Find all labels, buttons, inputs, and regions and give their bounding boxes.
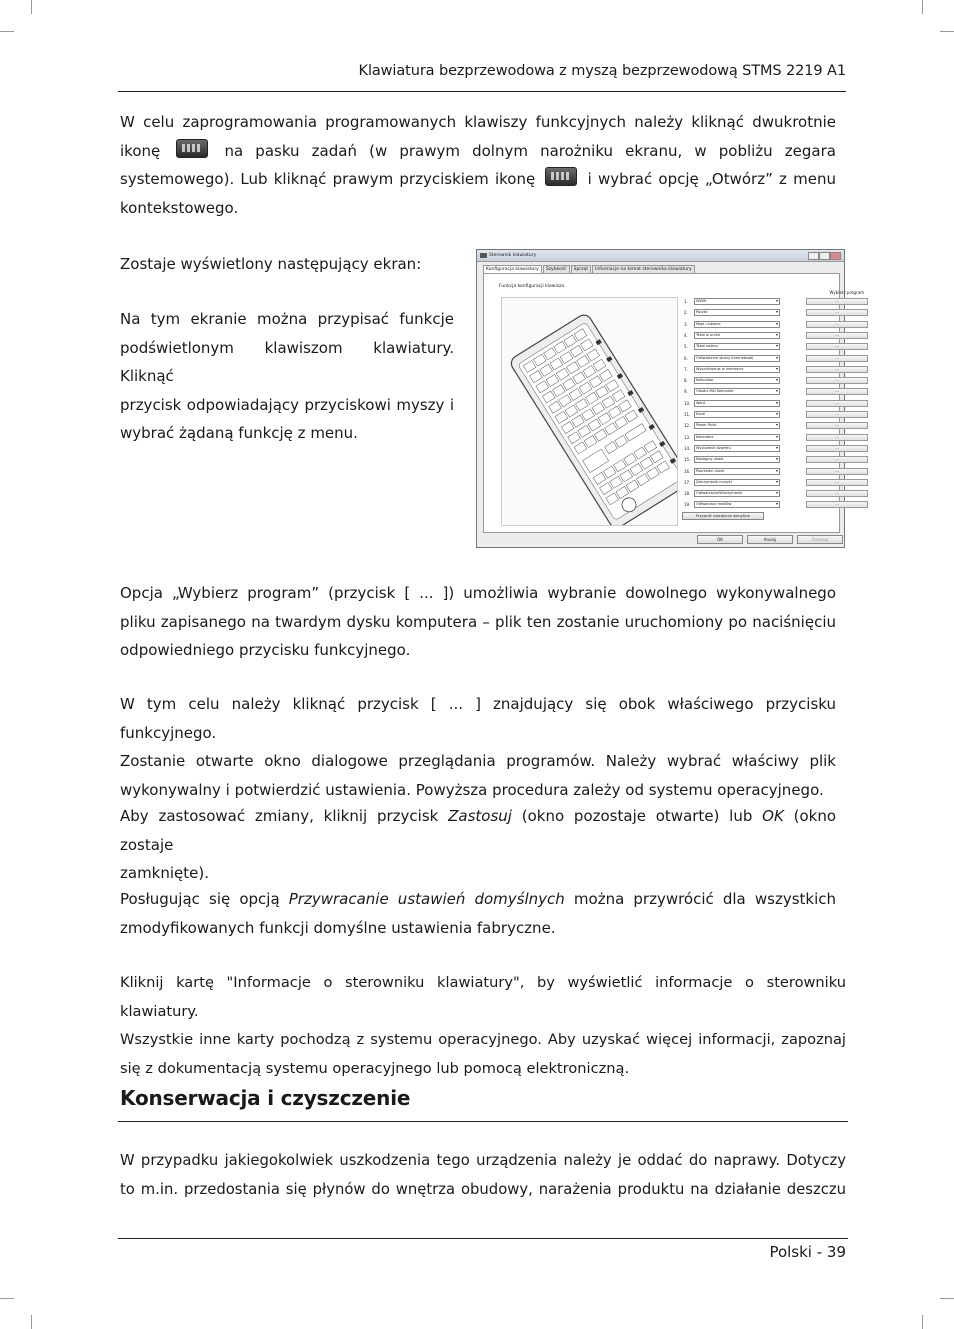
browse-button[interactable]: ... xyxy=(806,366,868,373)
key-number: 16. xyxy=(684,468,691,474)
maximize-icon[interactable] xyxy=(819,252,830,260)
browse-button[interactable]: ... xyxy=(806,411,868,418)
key-row xyxy=(684,320,839,328)
text-line: Kliknij kartę "Informacje o sterowniku klawiatury", by wyświetlić informacje o sterowniku klawiatury. xyxy=(120,974,846,1020)
key-number: 2. xyxy=(684,310,688,316)
text-line: się z dokumentacją systemu operacyjnego lub pomocą elektroniczną. xyxy=(120,1059,630,1077)
dialog-titlebar xyxy=(477,250,844,262)
function-select[interactable]: Odświeżenie strony internetowej ▾ xyxy=(694,355,780,362)
key-number: 8. xyxy=(684,378,688,384)
text-line xyxy=(120,802,836,859)
key-row xyxy=(684,388,839,395)
browse-button[interactable]: ... xyxy=(806,468,868,475)
crop-mark xyxy=(0,31,14,32)
text-line: zamknięte). xyxy=(120,864,209,882)
key-number: 9. xyxy=(684,389,688,395)
text-line: odpowiedniego przycisku funkcyjnego. xyxy=(120,641,411,659)
running-header: Klawiatura bezprzewodowa z myszą bezprzewodową STMS 2219 A1 xyxy=(358,63,846,79)
text-line: Na tym ekranie można przypisać funkcje xyxy=(120,310,454,328)
key-number: 3. xyxy=(684,321,688,327)
text-line: Wszystkie inne karty pochodzą z systemu operacyjnego. Aby uzyskać więcej informacji, zapoznaj xyxy=(120,1031,846,1048)
key-row xyxy=(684,399,839,407)
header-rule xyxy=(118,91,846,92)
browse-button[interactable]: ... xyxy=(806,355,868,362)
browse-button[interactable]: ... xyxy=(806,422,868,429)
crop-mark xyxy=(31,1315,32,1329)
function-select[interactable]: Odtwarzacz mediów ▾ xyxy=(694,501,780,508)
browse-button[interactable]: ... xyxy=(806,456,868,463)
crop-mark xyxy=(940,31,954,32)
text-line: przycisk odpowiadający przyciskowi myszy i xyxy=(120,395,454,414)
screen-caption: Zostaje wyświetlony następujący ekran: xyxy=(120,255,422,273)
key-row xyxy=(684,365,839,373)
key-row xyxy=(684,298,839,305)
info-paragraph xyxy=(120,969,846,1083)
text-span: i wybrać opcję „Otwórz” z menu xyxy=(587,170,836,188)
key-row xyxy=(684,467,839,475)
intro-line xyxy=(120,165,836,194)
function-select[interactable]: Word ▾ xyxy=(694,400,780,407)
section-rule xyxy=(118,1121,848,1122)
browse-button[interactable]: ... xyxy=(806,479,868,486)
key-number: 6. xyxy=(684,355,688,361)
browse-button[interactable]: ... xyxy=(806,309,868,316)
key-config-group xyxy=(491,281,864,523)
text-line: Opcja „Wybierz program” (przycisk [ ... ]) umożliwia wybranie dowolnego wykonywalnego xyxy=(120,584,836,602)
keyboard-tray-icon xyxy=(545,167,577,186)
key-number: 12. xyxy=(684,423,691,429)
key-number: 14. xyxy=(684,445,691,451)
text-line: wybrać żądaną funkcję z menu. xyxy=(120,424,358,442)
footer-rule xyxy=(118,1238,848,1239)
function-select[interactable]: Wyszukiwanie w Internecie ▾ xyxy=(694,366,780,373)
crop-mark xyxy=(31,0,32,14)
section-heading: Konserwacja i czyszczenie xyxy=(120,1086,411,1110)
browse-button[interactable]: ... xyxy=(806,343,868,350)
function-select[interactable]: Poprzedni utwór ▾ xyxy=(694,468,780,475)
text-line: podświetlonym klawiszom klawiatury. Kliknąć xyxy=(120,338,454,385)
reset-defaults-button[interactable]: Przywróć ustawienia domyślne xyxy=(682,512,764,520)
function-select[interactable]: Poczta ▾ xyxy=(694,309,780,316)
text-span: (okno zostaje xyxy=(120,807,837,854)
text-span: systemowego). Lub kliknąć prawym przyciskiem ikonę xyxy=(120,170,536,188)
browse-button[interactable]: ... xyxy=(806,490,868,497)
text-line: W tym celu należy kliknąć przycisk [ ... ] znajdujący się obok właściwego przycisku funkcyjnego. xyxy=(120,695,836,742)
browse-button[interactable]: ... xyxy=(806,321,868,328)
key-row xyxy=(684,456,839,463)
key-row xyxy=(684,331,839,339)
keyboard-illustration xyxy=(501,297,678,526)
function-select[interactable]: Następny utwór ▾ xyxy=(694,456,780,463)
key-number: 11. xyxy=(684,412,691,417)
text-span: Aby zastosować zmiany, kliknij przycisk xyxy=(120,807,449,825)
key-number: 7. xyxy=(684,366,688,372)
maintenance-paragraph xyxy=(120,1147,846,1204)
key-number: 13. xyxy=(684,434,691,440)
browse-button[interactable]: ... xyxy=(806,377,868,384)
key-row xyxy=(684,354,839,362)
text-line: Zostanie otwarte okno dialogowe przeglądania programów. Należy wybrać właściwy plik xyxy=(120,752,836,770)
browse-button[interactable]: ... xyxy=(806,445,868,452)
restore-paragraph xyxy=(120,885,836,942)
key-row xyxy=(684,490,839,497)
key-number: 1. xyxy=(684,299,688,304)
function-select[interactable]: Power Point ▾ xyxy=(694,422,780,429)
keyboard-tray-icon xyxy=(176,139,208,158)
browse-button[interactable]: ... xyxy=(806,388,868,395)
close-icon[interactable] xyxy=(830,252,841,260)
program-column-header: Wybierz program xyxy=(829,290,864,295)
function-select[interactable]: Wyciszenie dźwięku ▾ xyxy=(694,445,780,452)
tab-hardware[interactable]: Sprzęt xyxy=(571,265,591,273)
browse-button[interactable]: ... xyxy=(806,298,868,305)
emphasis: Zastosuj xyxy=(448,807,512,825)
apply-paragraph xyxy=(120,802,836,888)
key-row xyxy=(684,343,839,350)
key-number: 19. xyxy=(684,502,691,508)
emphasis: Przywracanie ustawień domyślnych xyxy=(288,890,565,908)
driver-dialog-screenshot xyxy=(476,249,864,548)
key-row xyxy=(684,501,839,508)
function-select[interactable]: WWW ▾ xyxy=(694,298,780,305)
key-number: 18. xyxy=(684,491,691,497)
text-line: W przypadku jakiegokolwiek uszkodzenia tego urządzenia należy je oddać do naprawy. Dotyczy xyxy=(120,1152,846,1169)
crop-mark xyxy=(0,1298,14,1299)
text-span: można przywrócić dla wszystkich xyxy=(564,890,837,908)
tab-speed[interactable]: Szybkość xyxy=(543,265,570,273)
function-select[interactable]: Tekst wstecz ▾ xyxy=(694,343,780,350)
key-number: 4. xyxy=(684,332,688,338)
minimize-icon[interactable] xyxy=(808,252,819,260)
page-footer: Polski - 39 xyxy=(769,1243,846,1261)
key-number: 15. xyxy=(684,457,691,463)
intro-line xyxy=(120,137,836,166)
function-select[interactable]: Kalkulator ▾ xyxy=(694,377,780,384)
cancel-button[interactable]: Anuluj xyxy=(747,535,793,544)
program-option-paragraph xyxy=(120,579,836,665)
key-row xyxy=(684,478,839,486)
key-number: 10. xyxy=(684,400,691,406)
text-line: wykonywalny i potwierdzić ustawienia. Powyższa procedura zależy od systemu operacyjnego. xyxy=(120,780,824,799)
crop-mark xyxy=(922,0,923,14)
assign-paragraph xyxy=(120,305,454,448)
crop-mark xyxy=(922,1315,923,1329)
text-span: (okno pozostaje otwarte) lub xyxy=(511,807,763,825)
text-span: na pasku zadań (w prawym dolnym narożniku ekranu, w pobliżu zegara xyxy=(224,141,836,160)
function-select[interactable]: Excel ▾ xyxy=(694,411,780,418)
key-row xyxy=(684,309,839,316)
ok-button[interactable]: OK xyxy=(697,535,743,544)
intro-line: kontekstowego. xyxy=(120,198,239,217)
text-span: Posługując się opcją xyxy=(120,890,289,908)
text-line: zmodyfikowanych funkcji domyślne ustawienia fabryczne. xyxy=(120,918,556,937)
tab-panel xyxy=(483,273,864,533)
key-row xyxy=(684,433,839,441)
crop-mark xyxy=(940,1298,954,1299)
browse-paragraph xyxy=(120,690,836,804)
key-number: 17. xyxy=(684,479,691,485)
tab-driver-info[interactable]: Informacje na temat sterownika klawiatury xyxy=(592,265,695,273)
dialog-tabs xyxy=(483,265,696,273)
keyboard-drawing xyxy=(502,298,677,525)
dialog-title: Sterownik klawiatury xyxy=(489,253,537,258)
text-line xyxy=(120,885,836,914)
key-row xyxy=(684,411,839,418)
key-row xyxy=(684,377,839,384)
apply-button[interactable]: Zastosuj xyxy=(797,535,843,544)
browse-button[interactable]: ... xyxy=(806,332,868,339)
emphasis: OK xyxy=(762,807,784,825)
key-number: 5. xyxy=(684,344,688,350)
key-row xyxy=(684,444,839,452)
browse-button[interactable]: ... xyxy=(806,434,868,441)
function-select[interactable]: Kalendarz ▾ xyxy=(694,434,780,441)
function-select[interactable]: Zatrzymanie muzyki ▾ xyxy=(694,479,780,486)
text-line: to m.in. przedostania się płynów do wnętrza obudowy, narażenia produktu na działanie deszczu xyxy=(120,1180,846,1198)
intro-paragraph xyxy=(120,108,836,222)
key-row xyxy=(684,422,839,429)
tab-keyboard-config[interactable]: Konfiguracja klawiatury xyxy=(483,265,542,273)
text-line: pliku zapisanego na twardym dysku komputera – plik ten zostanie uruchomiony po naciśnięciu xyxy=(120,612,836,631)
browse-button[interactable]: ... xyxy=(806,400,868,407)
app-icon xyxy=(480,253,487,258)
function-select[interactable]: Otwórz Mój Komputer ▾ xyxy=(694,388,780,395)
text-span: ikonę xyxy=(120,141,161,160)
function-select[interactable]: Tekst w przód ▾ xyxy=(694,332,780,339)
group-title: Funkcja konfiguracji klawisza xyxy=(499,284,565,289)
function-select[interactable]: Odtwarzanie/Wstrzymanie ▾ xyxy=(694,490,780,497)
function-select[interactable]: Moje ulubione ▾ xyxy=(694,321,780,328)
browse-button[interactable]: ... xyxy=(806,501,868,508)
intro-line: W celu zaprogramowania programowanych klawiszy funkcyjnych należy kliknąć dwukrotnie xyxy=(120,113,836,131)
